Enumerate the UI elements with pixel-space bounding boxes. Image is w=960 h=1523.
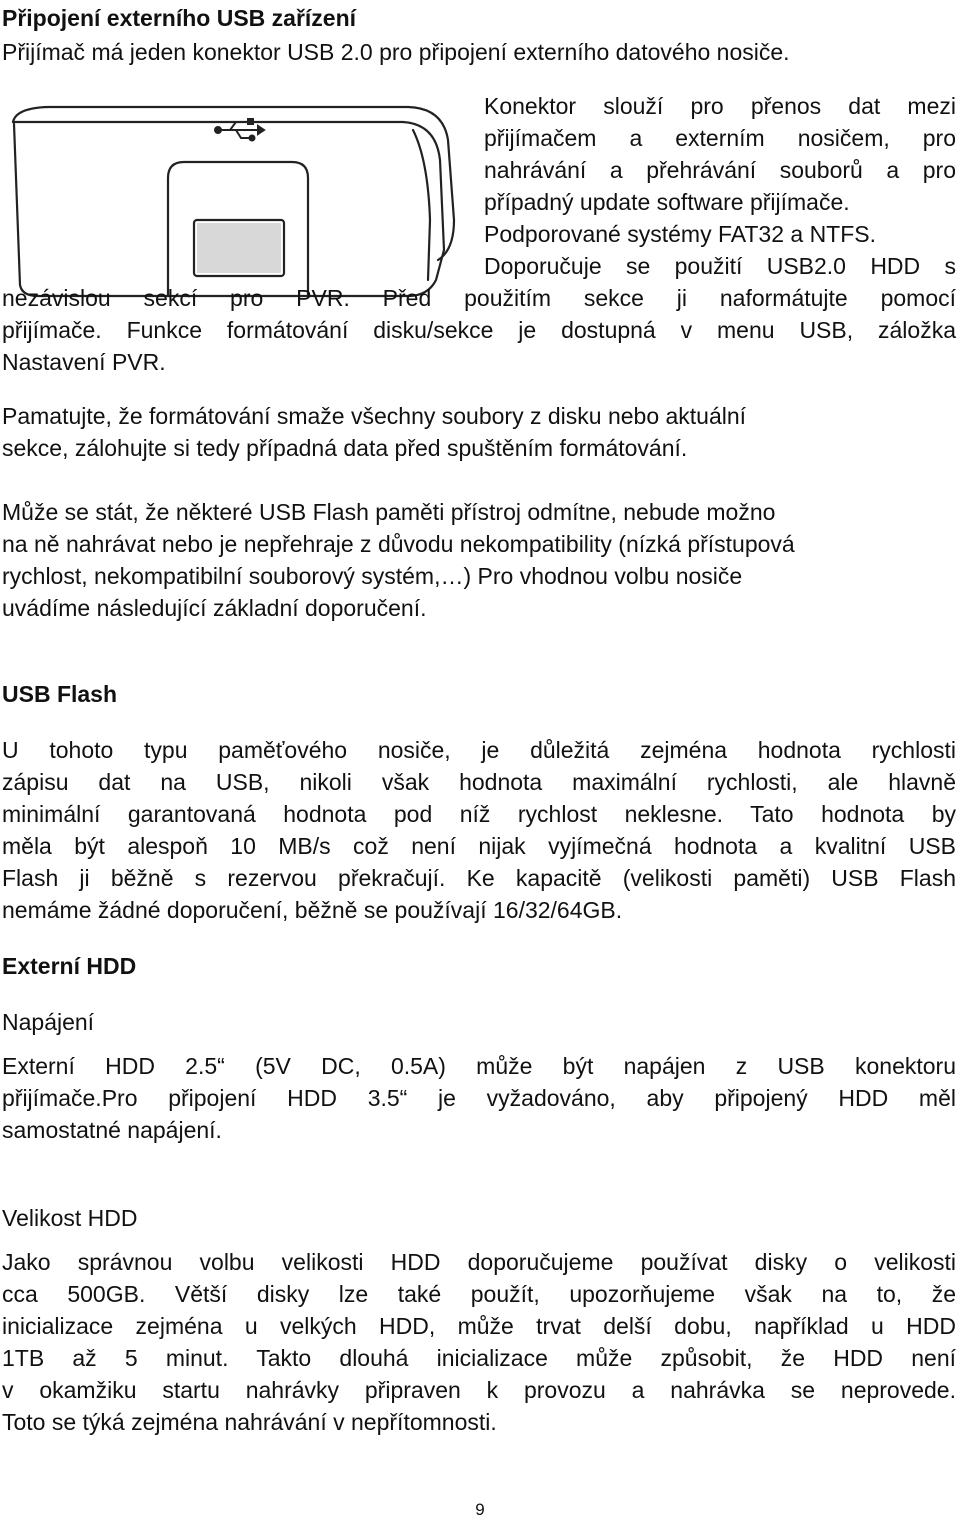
compat-line: na ně nahrávat nebo je nepřehraje z důvodu nekompatibility (nízká přístupová: [2, 531, 795, 557]
intro-line: nahrávání a přehrávání souborů a pro: [484, 157, 956, 183]
usb-flash-line: nemáme žádné doporučení, běžně se používají 16/32/64GB.: [2, 897, 623, 923]
usb-flash-line: Flash ji běžně s rezervou překračují. Ke kapacitě (velikosti paměti) USB Flash: [2, 865, 956, 891]
hdd-size-line: 1TB až 5 minut. Takto dlouhá inicializace může způsobit, že HDD není: [2, 1345, 956, 1371]
hdd-size-line: v okamžiku startu nahrávky připraven k provozu a nahrávka se neprovede.: [2, 1377, 956, 1403]
power-line: Externí HDD 2.5“ (5V DC, 0.5A) může být napájen z USB konektoru: [2, 1053, 956, 1079]
hdd-size-line: inicializace zejména u velkých HDD, může trvat delší dobu, například u HDD: [2, 1313, 956, 1339]
compat-line: uvádíme následující základní doporučení.: [2, 595, 427, 621]
hdd-size-line: Toto se týká zejména nahrávání v nepřítomnosti.: [2, 1409, 497, 1435]
compat-line: rychlost, nekompatibilní souborový systém,…) Pro vhodnou volbu nosiče: [2, 563, 743, 589]
power-line: samostatné napájení.: [2, 1117, 222, 1143]
intro-line: přijímačem a externím nosičem, pro: [484, 125, 956, 151]
hdd-size-heading: Velikost HDD: [2, 1205, 138, 1231]
usb-flash-line: minimální garantovaná hodnota pod níž rychlost neklesne. Tato hodnota by: [2, 801, 956, 827]
intro-continue-line: přijímače. Funkce formátování disku/sekce je dostupná v menu USB, záložka: [2, 317, 956, 343]
usb-flash-line: zápisu dat na USB, nikoli však hodnota maximální rychlosti, ale hlavně: [2, 769, 956, 795]
intro-line: Doporučuje se použití USB2.0 HDD s: [484, 253, 956, 279]
intro-line: případný update software přijímače.: [484, 189, 850, 215]
power-heading: Napájení: [2, 1009, 95, 1035]
warning-line: Pamatujte, že formátování smaže všechny soubory z disku nebo aktuální: [2, 403, 747, 429]
intro-line: Konektor slouží pro přenos dat mezi: [484, 93, 956, 119]
page-number: 9: [475, 1500, 485, 1519]
usb-flash-line: měla být alespoň 10 MB/s což není nijak vyjímečná hodnota a kvalitní USB: [2, 833, 956, 859]
usb-flash-line: U tohoto typu paměťového nosiče, je důležitá zejména hodnota rychlosti: [2, 737, 956, 763]
external-hdd-heading: Externí HDD: [2, 953, 137, 979]
hdd-size-line: cca 500GB. Větší disky lze také použít, upozorňujeme však na to, že: [2, 1281, 956, 1307]
section-heading: Připojení externího USB zařízení: [2, 5, 357, 31]
hdd-size-line: Jako správnou volbu velikosti HDD doporučujeme používat disky o velikosti: [2, 1249, 956, 1275]
intro-continue-line: Nastavení PVR.: [2, 349, 166, 375]
compat-line: Může se stát, že některé USB Flash paměti přístroj odmítne, nebude možno: [2, 499, 776, 525]
receiver-usb-illustration: [8, 100, 458, 300]
warning-line: sekce, zálohujte si tedy případná data před spuštěním formátování.: [2, 435, 688, 461]
power-line: přijímače.Pro připojení HDD 3.5“ je vyžadováno, aby připojený HDD měl: [2, 1085, 956, 1111]
intro-line: Podporované systémy FAT32 a NTFS.: [484, 221, 877, 247]
intro-sentence: Přijímač má jeden konektor USB 2.0 pro připojení externího datového nosiče.: [2, 39, 790, 65]
intro-continue-line: nezávislou sekcí pro PVR. Před použitím sekce ji naformátujte pomocí: [2, 285, 956, 311]
usb-flash-heading: USB Flash: [2, 681, 118, 707]
